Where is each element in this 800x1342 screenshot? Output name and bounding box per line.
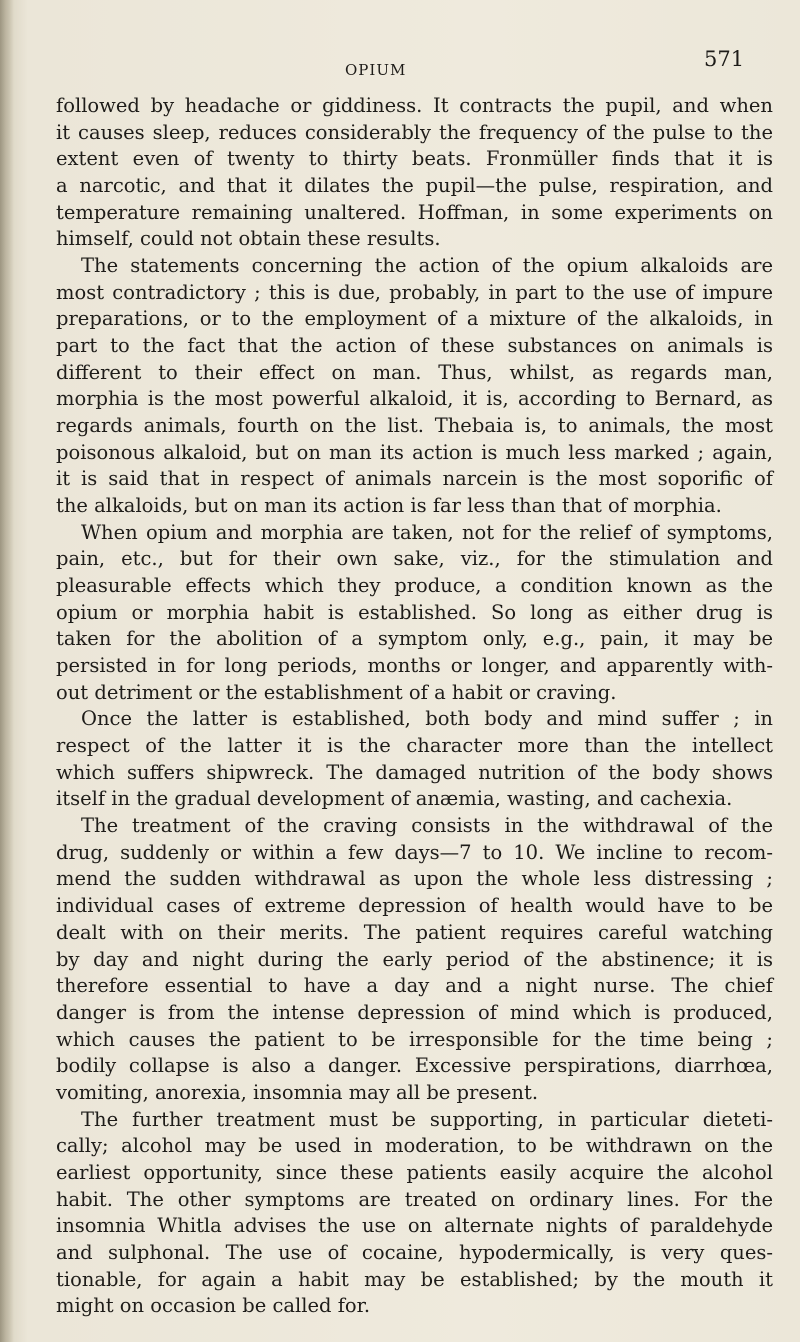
- text-line: preparations, or to the employment of a mixture of the alkaloids, in: [56, 307, 773, 331]
- text-line: therefore essential to have a day and a night nurse. The chief: [56, 974, 773, 998]
- text-line: regards animals, fourth on the list. Thebaia is, to animals, the most: [56, 414, 773, 438]
- text-line: poisonous alkaloid, but on man its action is much less marked ; again,: [56, 440, 773, 464]
- running-head: [0, 38, 800, 78]
- text-line: The treatment of the craving consists in the withdrawal of the: [81, 814, 773, 838]
- running-title: OPIUM: [345, 61, 407, 79]
- text-line: opium or morphia habit is established. So long as either drug is: [56, 600, 773, 624]
- text-line: temperature remaining unaltered. Hoffman, in some experiments on: [56, 200, 773, 224]
- text-line: and sulphonal. The use of cocaine, hypodermically, is very ques-: [56, 1240, 773, 1264]
- text-line: out detriment or the establishment of a habit or craving.: [56, 680, 617, 704]
- text-line: danger is from the intense depression of mind which is produced,: [56, 1000, 773, 1024]
- text-line: might on occasion be called for.: [56, 1294, 371, 1318]
- text-line: vomiting, anorexia, insomnia may all be present.: [56, 1080, 539, 1104]
- text-line: drug, suddenly or within a few days—7 to 10. We incline to recom-: [56, 840, 773, 864]
- text-line: individual cases of extreme depression of health would have to be: [56, 894, 773, 918]
- text-line: which suffers shipwreck. The damaged nutrition of the body shows: [56, 760, 773, 784]
- text-line: The statements concerning the action of the opium alkaloids are: [81, 254, 773, 278]
- text-line: most contradictory ; this is due, probably, in part to the use of impure: [56, 280, 773, 304]
- text-line: earliest opportunity, since these patients easily acquire the alcohol: [56, 1160, 773, 1184]
- text-line: it causes sleep, reduces considerably the frequency of the pulse to the: [56, 120, 773, 144]
- text-line: which causes the patient to be irresponsible for the time being ;: [56, 1027, 773, 1051]
- text-line: dealt with on their merits. The patient requires careful watching: [56, 920, 773, 944]
- text-line: Once the latter is established, both body and mind suffer ; in: [81, 707, 773, 731]
- text-line: When opium and morphia are taken, not for the relief of symptoms,: [81, 520, 773, 544]
- text-line: itself in the gradual development of anæmia, wasting, and cachexia.: [56, 787, 733, 811]
- text-line: habit. The other symptoms are treated on ordinary lines. For the: [56, 1187, 773, 1211]
- text-line: followed by headache or giddiness. It contracts the pupil, and when: [56, 94, 773, 117]
- page-number: 571: [704, 47, 745, 71]
- text-line: persisted in for long periods, months or longer, and apparently with-: [56, 654, 773, 678]
- text-line: pleasurable effects which they produce, a condition known as the: [56, 574, 773, 598]
- binding-edge: [0, 0, 14, 1342]
- text-line: extent even of twenty to thirty beats. Fronmüller finds that it is: [56, 147, 773, 171]
- text-line: The further treatment must be supporting, in particular dieteti-: [81, 1107, 773, 1131]
- text-line: insomnia Whitla advises the use on alternate nights of paraldehyde: [56, 1214, 773, 1238]
- text-line: respect of the latter it is the character more than the intellect: [56, 734, 773, 758]
- body-text: [56, 93, 773, 1320]
- text-line: different to their effect on man. Thus, whilst, as regards man,: [56, 360, 773, 384]
- text-line: part to the fact that the action of these substances on animals is: [56, 334, 773, 358]
- text-line: a narcotic, and that it dilates the pupil—the pulse, respiration, and: [56, 174, 773, 198]
- text-line: bodily collapse is also a danger. Excessive perspirations, diarrhœa,: [56, 1054, 773, 1078]
- text-line: taken for the abolition of a symptom only, e.g., pain, it may be: [56, 627, 773, 651]
- text-line: himself, could not obtain these results.: [56, 227, 441, 251]
- text-line: pain, etc., but for their own sake, viz., for the stimulation and: [56, 547, 773, 571]
- text-line: morphia is the most powerful alkaloid, it is, according to Bernard, as: [56, 387, 773, 411]
- text-line: tionable, for again a habit may be established; by the mouth it: [56, 1267, 773, 1291]
- text-line: mend the sudden withdrawal as upon the whole less distressing ;: [56, 867, 773, 891]
- text-line: the alkaloids, but on man its action is far less than that of morphia.: [56, 494, 722, 518]
- text-line: it is said that in respect of animals narcein is the most soporific of: [56, 467, 773, 491]
- text-line: cally; alcohol may be used in moderation, to be withdrawn on the: [56, 1134, 773, 1158]
- text-line: by day and night during the early period of the abstinence; it is: [56, 947, 773, 971]
